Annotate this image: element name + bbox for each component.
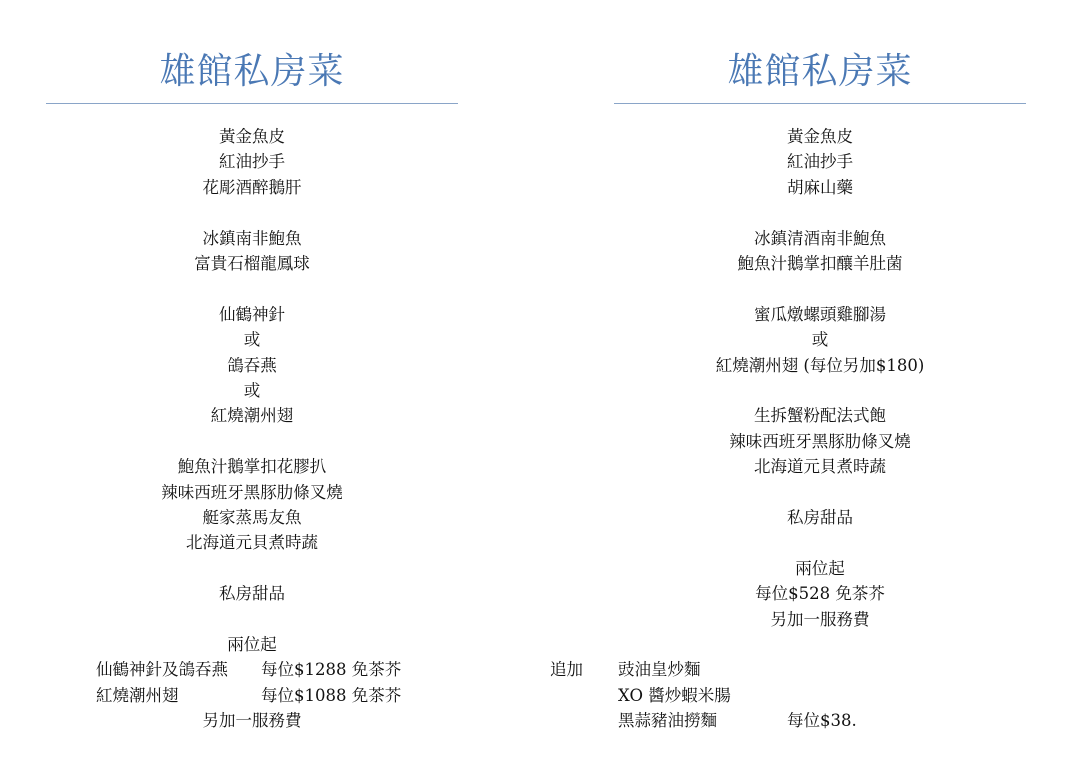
menu-line: 或 (243, 381, 261, 400)
right-menu (614, 0, 1026, 770)
menu-line: 仙鶴神針 (219, 304, 285, 324)
menu-line: 另加一服務費 (770, 609, 870, 629)
price-row-price: 每位$1288 免茶芥 (261, 660, 402, 679)
menu-line: 富貴石榴龍鳳球 (194, 254, 310, 273)
add-on-price: 每位$38. (787, 711, 857, 730)
menu-line: 北海道元貝煮時蔬 (186, 533, 318, 553)
menu-line: 辣味西班牙黑豚肋條叉燒 (729, 431, 911, 451)
menu-line: 冰鎮南非鮑魚 (202, 228, 302, 248)
menu-line: 紅燒潮州翅 (210, 406, 294, 426)
menu-line: 胡麻山藥 (787, 177, 853, 197)
right-title-divider (614, 103, 1026, 104)
menu-line: 鴿吞燕 (227, 355, 277, 375)
price-row-item: 紅燒潮州翅 (96, 686, 179, 705)
menu-line: 鮑魚汁鵝掌扣釀羊肚菌 (737, 254, 903, 273)
menu-line: 冰鎮清酒南非鮑魚 (754, 228, 886, 248)
right-menu-title: 雄館私房菜 (727, 51, 913, 92)
price-row-price: 每位$1088 免茶芥 (261, 686, 402, 705)
menu-line: 兩位起 (795, 558, 845, 578)
left-menu (46, 0, 458, 770)
menu-line: 每位$528 免茶芥 (755, 584, 885, 604)
menu-line: 生拆蟹粉配法式飽 (754, 406, 886, 426)
left-title-divider (46, 103, 458, 104)
price-row-item: 仙鶴神針及鴿吞燕 (96, 660, 228, 679)
left-menu-title: 雄館私房菜 (159, 51, 345, 92)
add-on-item: 豉油皇炒麵 (618, 660, 701, 679)
menu-line: 黃金魚皮 (787, 127, 853, 146)
menu-line: 私房甜品 (219, 584, 285, 604)
menu-line: 或 (243, 330, 261, 350)
menu-line: 蜜瓜燉螺頭雞腳湯 (754, 304, 886, 324)
menu-line: 紅油抄手 (787, 152, 853, 172)
add-on-label: 追加 (550, 660, 583, 679)
menu-line: 兩位起 (227, 635, 277, 654)
menu-line: 紅燒潮州翅 (每位另加$180) (715, 355, 925, 375)
add-on-item: 黑蒜豬油撈麵 (618, 711, 717, 730)
menu-line: 艇家蒸馬友魚 (202, 508, 302, 527)
menu-line: 紅油抄手 (219, 152, 285, 172)
menu-line: 鮑魚汁鵝掌扣花膠扒 (177, 457, 327, 477)
menu-line: 黃金魚皮 (219, 127, 285, 146)
menu-line: 北海道元貝煮時蔬 (754, 457, 886, 477)
add-on-item: XO 醬炒蝦米腸 (618, 686, 731, 705)
left-service-charge: 另加一服務費 (202, 711, 302, 730)
menu-line: 私房甜品 (787, 508, 853, 527)
menu-line: 或 (811, 330, 829, 350)
menu-line: 辣味西班牙黑豚肋條叉燒 (161, 482, 343, 502)
menu-line: 花彫酒醉鵝肝 (202, 177, 302, 197)
